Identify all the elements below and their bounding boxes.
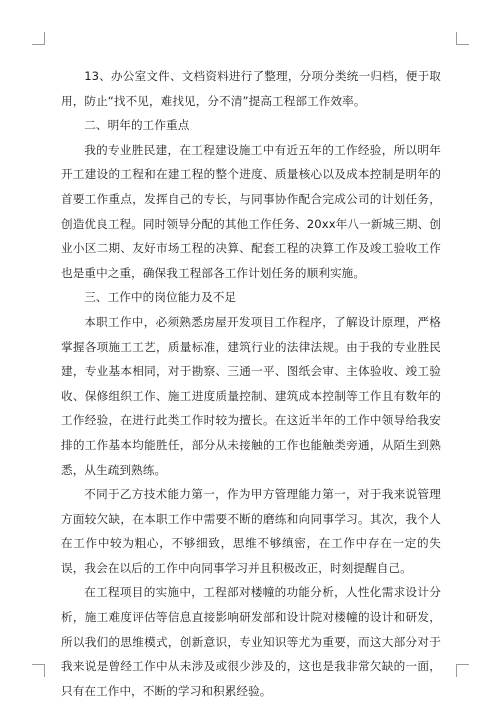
paragraph-archive-organizing: 13、办公室文件、文档资料进行了整理，分项分类统一归档，便于取用，防止“找不见，难找见，分不清”提高工程部工作效率。 xyxy=(61,69,441,108)
section-heading-abilities-shortcomings: 三、工作中的岗位能力及不足 xyxy=(84,290,237,305)
crop-mark-top-right xyxy=(456,32,469,45)
crop-mark-bottom-left xyxy=(32,664,45,677)
document-body xyxy=(61,64,441,703)
crop-mark-bottom-right xyxy=(456,664,469,677)
paragraph-job-abilities: 本职工作中，必须熟悉房屋开发项目工作程序，了解设计原理，严格掌握各项施工工艺，质量标准，建筑行业的法律法规。由于我的专业胜民建，专业基本相同，对于勘察、三通一平、图纸会审、主体验收、竣工验收、保修组织工作、施工进度质量控制、建筑成本控制等工作且有数年的工作经验，在进行此类工作时较为擅长。在这近半年的工作中领导给我安排的工作基本均能胜任，部分从未接触的工作也能触类旁通，从陌生到熟悉，从生疏到熟练。 xyxy=(61,314,441,477)
crop-mark-top-left xyxy=(32,32,45,45)
paragraph-project-implementation: 在工程项目的实施中，工程部对楼幢的功能分析，人性化需求设计分析，施工难度评估等信息直接影响研发部和设计院对楼幢的设计和研发，所以我们的思维模式，创新意识，专业知识等尤为重要，而这大部分对于我来说是曾经工作中从未涉及或很少涉及的，这也是我非常欠缺的一面，只有在工作中，不断的学习和积累经验。 xyxy=(61,585,441,698)
section-heading-next-year-focus: 二、明年的工作重点 xyxy=(84,118,190,133)
paragraph-management-shortcomings: 不同于乙方技术能力第一，作为甲方管理能力第一，对于我来说管理方面较欠缺，在本职工作中需要不断的磨练和向同事学习。其次，我个人在工作中较为粗心，不够细致，思维不够缜密，在工作中存在一定的失误，我会在以后的工作中向同事学习并且积极改正，时刻提醒自己。 xyxy=(61,487,441,575)
paragraph-next-year-focus: 我的专业胜民建，在工程建设施工中有近五年的工作经验，所以明年开工建设的工程和在建工程的整个进度、质量核心以及成本控制是明年的首要工作重点，发挥自己的专长，与同事协作配合完成公司的计划任务，创造优良工程。同时领导分配的其他工作任务、20xx年八一新城三期、创业小区二期、友好市场工程的决算、配套工程的决算工作及竣工验收工作也是重中之重，确保我工程部各工作计划任务的顺利实施。 xyxy=(61,142,441,280)
